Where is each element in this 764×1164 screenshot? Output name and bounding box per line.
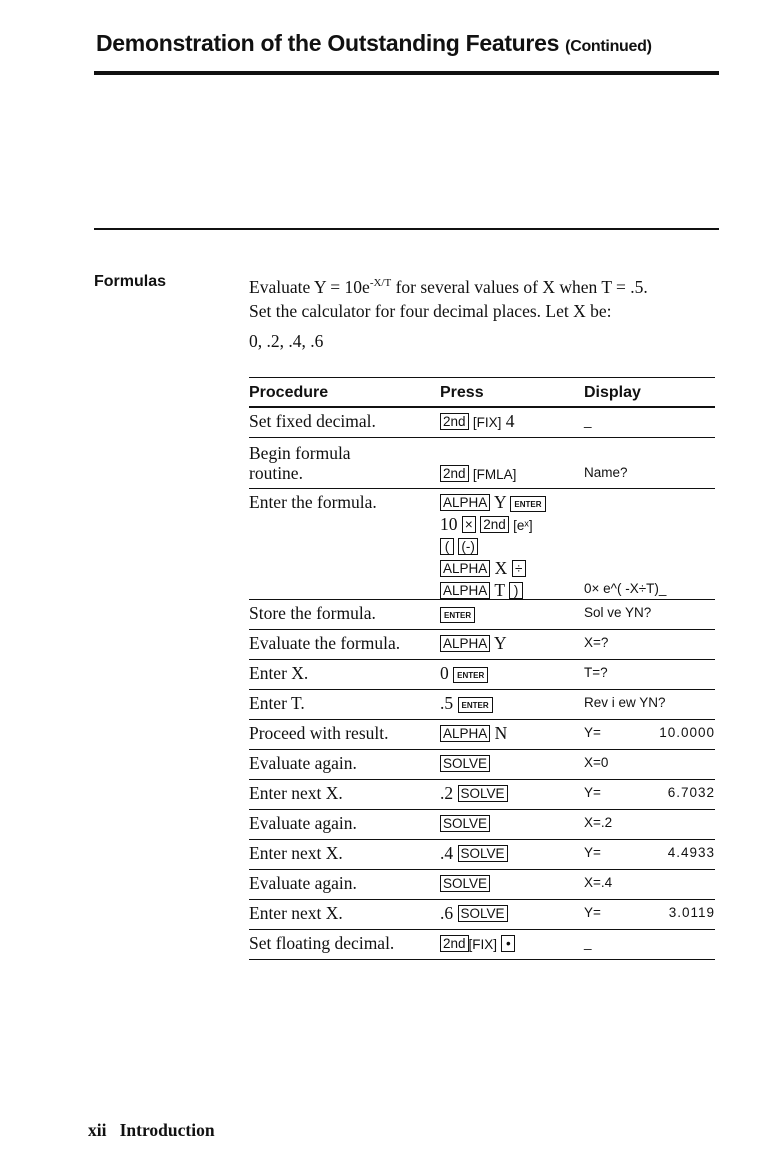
key-negative: (-)	[458, 538, 478, 555]
display-cell	[584, 785, 715, 800]
intro-text	[249, 271, 719, 323]
procedure-table	[249, 377, 715, 960]
key-alpha: ALPHA	[440, 582, 490, 599]
display-label: Y=	[584, 725, 601, 740]
press-value: T	[494, 580, 505, 600]
procedure-line-1: Begin formula	[249, 443, 351, 463]
display-value: 3.0119	[668, 905, 715, 920]
section-label: Formulas	[94, 273, 167, 290]
press-value: .4	[440, 843, 454, 863]
table-row	[249, 720, 715, 749]
key-fmla-label: [FMLA]	[472, 467, 517, 482]
top-rule	[94, 71, 719, 75]
press-line	[440, 492, 546, 514]
table-row	[249, 780, 715, 809]
table-row	[249, 900, 715, 929]
press-cell	[440, 693, 493, 713]
key-enter: ENTER	[453, 667, 488, 683]
table-row	[249, 489, 715, 599]
procedure-cell: Proceed with result.	[249, 723, 389, 743]
procedure-cell: Enter next X.	[249, 903, 343, 923]
section-rule	[94, 228, 719, 230]
press-value: .6	[440, 903, 454, 923]
press-cell	[440, 873, 490, 893]
press-cell	[440, 463, 516, 485]
table-header	[249, 378, 715, 406]
key-divide: ÷	[512, 560, 526, 577]
key-solve: SOLVE	[458, 785, 508, 802]
procedure-cell: Enter T.	[249, 693, 305, 713]
procedure-cell: Evaluate again.	[249, 873, 357, 893]
table-row	[249, 600, 715, 629]
display-cell: 0× e^( -X÷T)_	[584, 581, 667, 596]
press-cell	[440, 843, 508, 863]
press-cell	[440, 663, 488, 683]
procedure-cell: Set floating decimal.	[249, 933, 395, 953]
key-solve: SOLVE	[440, 875, 490, 892]
procedure-cell: Evaluate the formula.	[249, 633, 401, 653]
intro-line-1	[249, 271, 719, 299]
intro-line1-post: for several values of X when T = .5.	[391, 276, 648, 297]
key-alpha: ALPHA	[440, 725, 490, 742]
press-value: .2	[440, 783, 454, 803]
procedure-cell: Enter next X.	[249, 783, 343, 803]
page-title-text: Demonstration of the Outstanding Features	[96, 30, 560, 56]
press-cell	[440, 723, 507, 743]
display-cell: _	[584, 935, 592, 950]
display-value: 10.0000	[659, 725, 715, 740]
press-value: N	[494, 723, 508, 743]
key-enter: ENTER	[510, 496, 545, 512]
display-label: Y=	[584, 785, 601, 800]
key-solve: SOLVE	[458, 905, 508, 922]
press-cell	[440, 813, 490, 833]
header-display: Display	[584, 384, 641, 401]
table-row	[249, 750, 715, 779]
display-label: Y=	[584, 845, 601, 860]
table-row	[249, 660, 715, 689]
display-cell: X=?	[584, 635, 609, 650]
procedure-cell	[249, 443, 351, 483]
display-cell: X=0	[584, 755, 609, 770]
table-row	[249, 690, 715, 719]
press-line	[440, 580, 546, 602]
press-line	[440, 558, 546, 580]
key-2nd: 2nd	[440, 935, 469, 952]
procedure-cell: Enter next X.	[249, 843, 343, 863]
press-cell	[440, 933, 515, 955]
key-alpha: ALPHA	[440, 494, 490, 511]
key-solve: SOLVE	[440, 755, 490, 772]
press-value: 4	[505, 411, 515, 431]
press-value: 0	[440, 663, 449, 683]
key-2nd: 2nd	[440, 465, 469, 482]
table-row	[249, 870, 715, 899]
key-solve: SOLVE	[458, 845, 508, 862]
key-2nd: 2nd	[480, 516, 509, 533]
display-cell: _	[584, 413, 592, 428]
press-line	[440, 514, 546, 536]
display-cell: Name?	[584, 465, 628, 480]
display-cell	[584, 725, 715, 740]
table-row	[249, 438, 715, 488]
key-2nd: 2nd	[440, 413, 469, 430]
display-cell: Rev i ew YN?	[584, 695, 666, 710]
key-decimal-point: •	[501, 935, 515, 952]
display-cell: T=?	[584, 665, 608, 680]
press-cell	[440, 753, 490, 773]
table-row	[249, 630, 715, 659]
table-row	[249, 930, 715, 959]
press-cell	[440, 903, 508, 923]
intro-line-2: Set the calculator for four decimal places. Let X be:	[249, 300, 612, 321]
display-cell	[584, 845, 715, 860]
procedure-cell: Evaluate again.	[249, 753, 357, 773]
press-cell	[440, 633, 507, 653]
key-ex-label: [eˣ]	[513, 518, 533, 533]
key-alpha: ALPHA	[440, 635, 490, 652]
key-rparen: )	[509, 582, 523, 599]
display-label: Y=	[584, 905, 601, 920]
table-row	[249, 810, 715, 839]
procedure-cell: Store the formula.	[249, 603, 376, 623]
procedure-cell: Evaluate again.	[249, 813, 357, 833]
key-solve: SOLVE	[440, 815, 490, 832]
intro-exponent: -X/T	[369, 277, 392, 289]
display-cell: Sol ve YN?	[584, 605, 652, 620]
page-title	[96, 30, 652, 57]
display-cell: X=.2	[584, 815, 613, 830]
display-cell: X=.4	[584, 875, 613, 890]
intro-line1-pre: Evaluate Y = 10e	[249, 276, 370, 297]
procedure-cell: Enter the formula.	[249, 492, 377, 512]
press-cell	[440, 411, 515, 433]
display-cell	[584, 905, 715, 920]
press-value: .5	[440, 693, 454, 713]
press-value: Y	[494, 633, 507, 653]
x-values: 0, .2, .4, .6	[249, 331, 324, 351]
table-row	[249, 408, 715, 437]
key-alpha: ALPHA	[440, 560, 490, 577]
key-times: ×	[462, 516, 476, 533]
display-value: 4.4933	[667, 845, 715, 860]
header-procedure: Procedure	[249, 384, 329, 401]
key-enter: ENTER	[440, 607, 475, 623]
header-press: Press	[440, 384, 484, 401]
press-value: Y	[494, 492, 507, 512]
press-value: X	[494, 558, 508, 578]
procedure-cell: Enter X.	[249, 663, 309, 683]
page-footer: xii Introduction	[88, 1120, 215, 1140]
page-title-suffix: (Continued)	[565, 38, 652, 55]
press-cell	[440, 492, 546, 602]
press-cell	[440, 603, 475, 623]
key-enter: ENTER	[458, 697, 493, 713]
key-fix-label: [FIX]	[468, 937, 498, 952]
press-value: 10	[440, 514, 458, 534]
press-cell	[440, 783, 508, 803]
table-bottom-rule	[249, 959, 715, 960]
press-line	[440, 536, 546, 558]
key-fix-label: [FIX]	[472, 415, 502, 430]
procedure-line-2: routine.	[249, 463, 303, 483]
key-lparen: (	[440, 538, 454, 555]
procedure-cell: Set fixed decimal.	[249, 411, 376, 431]
display-value: 6.7032	[667, 785, 715, 800]
table-row	[249, 840, 715, 869]
